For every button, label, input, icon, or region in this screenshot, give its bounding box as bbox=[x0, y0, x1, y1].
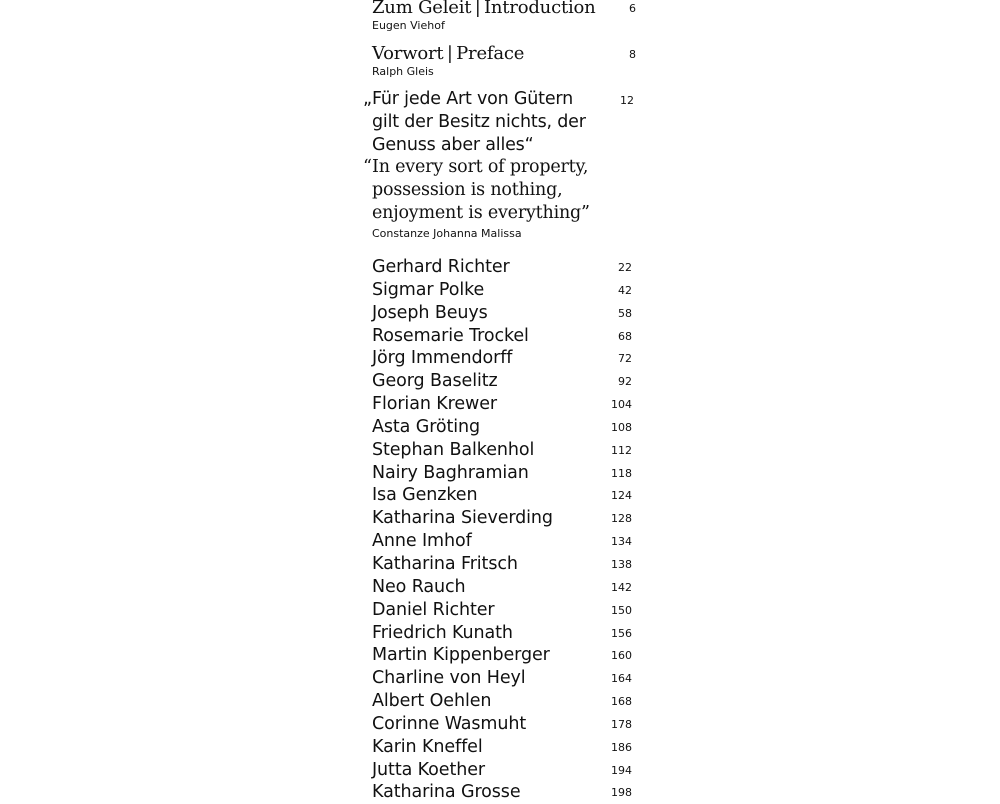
entry-page-number: 160 bbox=[611, 649, 632, 663]
toc-artist-entry bbox=[372, 484, 636, 507]
entry-page-number: 156 bbox=[611, 626, 632, 640]
entry-page-number: 112 bbox=[611, 443, 632, 457]
artist-name: Gerhard Richter bbox=[372, 257, 510, 277]
toc-artist-entry bbox=[372, 325, 636, 348]
toc-artist-entry bbox=[372, 781, 636, 804]
toc-artist-entry bbox=[372, 439, 636, 462]
entry-title: Zum Geleit | Introduction bbox=[372, 0, 596, 18]
entry-page-number: 68 bbox=[618, 329, 632, 343]
entry-page-number: 142 bbox=[611, 580, 632, 594]
entry-page-number: 118 bbox=[611, 466, 632, 480]
toc-artist-entry bbox=[372, 644, 636, 667]
toc-artist-entry bbox=[372, 667, 636, 690]
toc-entry-preface bbox=[372, 42, 636, 79]
artist-name: Neo Rauch bbox=[372, 576, 466, 597]
toc-artist-entry bbox=[372, 256, 636, 279]
artist-name: Friedrich Kunath bbox=[372, 622, 513, 643]
artist-name: Rosemarie Trockel bbox=[372, 325, 529, 346]
entry-page-number: 168 bbox=[611, 695, 632, 709]
toc-artist-entry bbox=[372, 736, 636, 759]
quote-english-text: In every sort of property, bbox=[372, 157, 589, 178]
entry-page-number: 124 bbox=[611, 489, 632, 503]
quote-german-line: gilt der Besitz nichts, der bbox=[372, 111, 586, 132]
artist-name: Charline von Heyl bbox=[372, 668, 526, 689]
artist-name: Karin Kneffel bbox=[372, 736, 483, 757]
entry-page-number: 104 bbox=[611, 398, 632, 412]
artist-list bbox=[372, 256, 636, 804]
entry-page-number: 164 bbox=[611, 672, 632, 686]
entry-page-number: 128 bbox=[611, 512, 632, 526]
toc-artist-entry bbox=[372, 622, 636, 645]
artist-name: Georg Baselitz bbox=[372, 371, 498, 392]
entry-page-number: 72 bbox=[618, 352, 632, 366]
artist-name: Albert Oehlen bbox=[372, 691, 492, 712]
toc-artist-entry bbox=[372, 530, 636, 553]
entry-page-number: 198 bbox=[611, 786, 632, 800]
entry-page-number: 12 bbox=[620, 94, 634, 107]
entry-page-number: 108 bbox=[611, 420, 632, 434]
toc-artist-entry bbox=[372, 576, 636, 599]
toc-artist-entry bbox=[372, 690, 636, 713]
artist-name: Katharina Grosse bbox=[372, 782, 521, 803]
artist-name: Jutta Koether bbox=[372, 759, 485, 780]
toc-artist-entry bbox=[372, 507, 636, 530]
artist-name: Anne Imhof bbox=[372, 531, 472, 552]
toc-artist-entry bbox=[372, 302, 636, 325]
toc-artist-entry bbox=[372, 462, 636, 485]
quote-english-line: enjoyment is everything” bbox=[372, 202, 590, 223]
entry-page-number: 186 bbox=[611, 740, 632, 754]
artist-name: Katharina Fritsch bbox=[372, 553, 518, 574]
artist-name: Martin Kippenberger bbox=[372, 645, 550, 666]
quote-english-line: possession is nothing, bbox=[372, 180, 563, 201]
toc-artist-entry bbox=[372, 713, 636, 736]
artist-name: Isa Genzken bbox=[372, 485, 478, 506]
entry-page-number: 134 bbox=[611, 535, 632, 549]
quote-author: Constanze Johanna Malissa bbox=[372, 226, 522, 240]
entry-author: Eugen Viehof bbox=[372, 19, 445, 32]
entry-title: Vorwort | Preface bbox=[372, 43, 525, 64]
toc-entry-introduction bbox=[372, 0, 636, 33]
toc-artist-entry bbox=[372, 599, 636, 622]
entry-page-number: 92 bbox=[618, 375, 632, 389]
artist-name: Nairy Baghramian bbox=[372, 462, 529, 483]
quote-english-line: “ In every sort of property, bbox=[363, 157, 589, 178]
toc-artist-entry bbox=[372, 553, 636, 576]
toc-artist-entry bbox=[372, 393, 636, 416]
artist-name: Joseph Beuys bbox=[372, 302, 488, 323]
artist-name: Katharina Sieverding bbox=[372, 508, 553, 529]
toc-artist-entry bbox=[372, 759, 636, 782]
entry-page-number: 58 bbox=[618, 306, 632, 320]
toc-artist-entry bbox=[372, 347, 636, 370]
entry-page-number: 42 bbox=[618, 283, 632, 297]
entry-page-number: 22 bbox=[618, 261, 632, 274]
artist-name: Asta Gröting bbox=[372, 416, 481, 437]
artist-name: Daniel Richter bbox=[372, 599, 495, 620]
toc-entry-quote bbox=[363, 88, 636, 241]
entry-page-number: 6 bbox=[629, 2, 636, 15]
toc-artist-entry bbox=[372, 416, 636, 439]
entry-page-number: 150 bbox=[611, 603, 632, 617]
entry-page-number: 194 bbox=[611, 763, 632, 777]
artist-name: Stephan Balkenhol bbox=[372, 439, 535, 460]
toc-artist-entry bbox=[372, 279, 636, 302]
entry-page-number: 178 bbox=[611, 717, 632, 731]
entry-author: Ralph Gleis bbox=[372, 65, 434, 78]
artist-name: Jörg Immendorff bbox=[372, 348, 513, 369]
entry-page-number: 138 bbox=[611, 557, 632, 571]
entry-page-number: 8 bbox=[629, 48, 636, 61]
quote-german-line: „ Für jede Art von Gütern bbox=[363, 89, 573, 109]
artist-name: Corinne Wasmuht bbox=[372, 713, 527, 734]
quote-german-line: Genuss aber alles“ bbox=[372, 134, 534, 155]
quote-german-text: Für jede Art von Gütern bbox=[372, 89, 573, 109]
artist-name: Sigmar Polke bbox=[372, 279, 485, 300]
toc-artist-entry bbox=[372, 370, 636, 393]
artist-name: Florian Krewer bbox=[372, 394, 497, 415]
